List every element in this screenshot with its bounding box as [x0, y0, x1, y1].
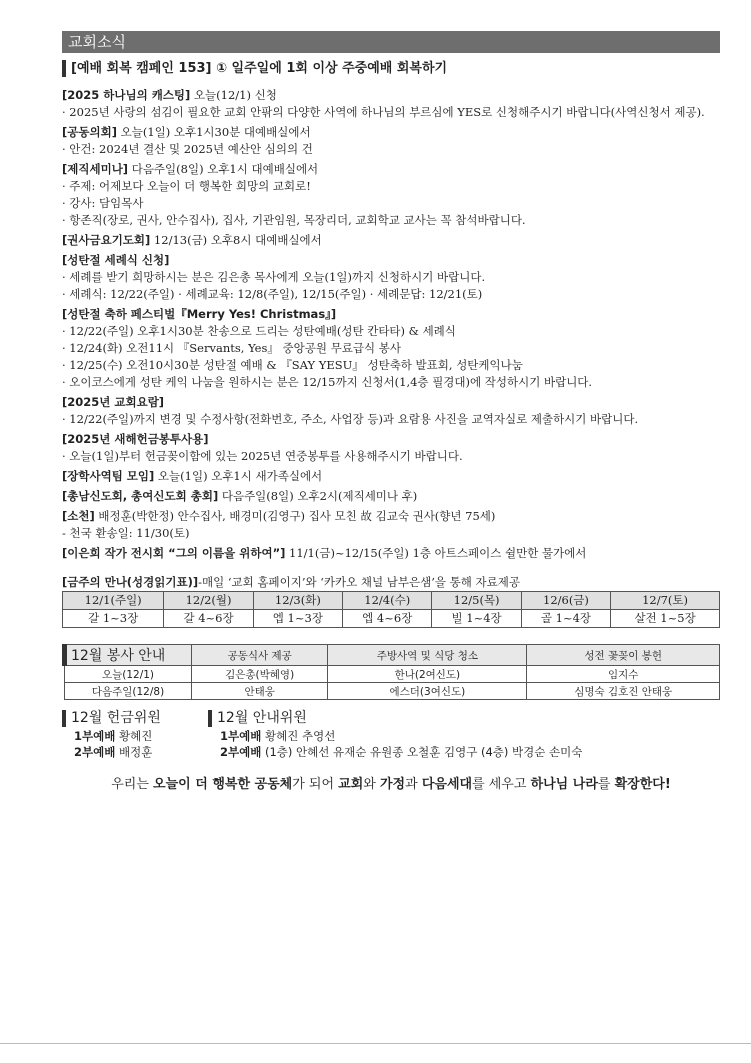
- reading-passage: 갈 1~3장: [63, 610, 164, 628]
- service-cell: 안태웅: [192, 683, 328, 700]
- news-detail-line: · 오이코스에게 성탄 케익 나눔을 원하시는 분은 12/15까지 신청서(1,4층 필경대)에 작성하시기 바랍니다.: [62, 375, 593, 389]
- news-detail-line: - 천국 환송일: 11/30(토): [62, 526, 190, 540]
- service-title: 12월 봉사 안내: [65, 645, 192, 666]
- reading-passage: 엡 1~3장: [253, 610, 342, 628]
- news-item: [62, 468, 720, 485]
- news-text: 12/13(금) 오후8시 대예배실에서: [150, 233, 322, 247]
- service-date: 오늘(12/1): [65, 666, 192, 683]
- news-tag: [성탄절 세례식 신청]: [62, 253, 170, 267]
- news-detail-line: · 12/22(주일)까지 변경 및 수정사항(전화번호, 주소, 사업장 등)과 요람용 사진을 교역자실로 제출하시기 바랍니다.: [62, 412, 639, 426]
- offering-committee: [62, 710, 208, 760]
- news-detail-line: · 12/24(화) 오전11시 『Servants, Yes』 중앙공원 무료급식 봉사: [62, 341, 401, 355]
- reading-passage: 엡 4~6장: [343, 610, 432, 628]
- church-news-page: [62, 31, 720, 792]
- news-item: [62, 508, 720, 542]
- news-tag: [제직세미나]: [62, 162, 129, 176]
- service-date: 다음주일(12/8): [65, 683, 192, 700]
- news-item: [62, 394, 720, 428]
- news-tag: [2025 하나님의 캐스팅]: [62, 88, 191, 102]
- news-text: 11/1(금)~12/15(주일) 1층 아트스페이스 쉴만한 물가에서: [285, 546, 587, 560]
- usher-committee: [208, 710, 582, 760]
- news-item: [62, 545, 720, 562]
- church-motto: 우리는 오늘이 더 행복한 공동체가 되어 교회와 가정과 다음세대를 세우고 하나님 나라를 확장한다!: [111, 777, 671, 792]
- service-header: 성전 꽃꽂이 봉헌: [527, 645, 720, 666]
- bible-reading-section: [62, 574, 720, 628]
- news-tag: [2025년 새해헌금봉투사용]: [62, 432, 209, 446]
- news-item: [62, 431, 720, 465]
- reading-passage: 갈 4~6장: [164, 610, 253, 628]
- reading-day: 12/4(수): [343, 592, 432, 610]
- news-detail-line: · 12/25(수) 오전10시30분 성탄절 예배 & 『SAY YESU』 성탄축하 발표회, 성탄케익나눔: [62, 358, 523, 372]
- news-tag: [소천]: [62, 509, 95, 523]
- news-detail-line: · 안건: 2024년 결산 및 2025년 예산안 심의의 건: [62, 142, 313, 156]
- reading-passage: 빌 1~4장: [432, 610, 521, 628]
- news-detail-line: · 세례를 받기 희망하시는 분은 김은총 목사에게 오늘(1일)까지 신청하시기 바랍니다.: [62, 270, 486, 284]
- news-text: 오늘(1일) 오후1시30분 대예배실에서: [116, 125, 311, 139]
- news-text: 오늘(12/1) 신청: [190, 88, 277, 102]
- service-header: 주방사역 및 식당 청소: [328, 645, 527, 666]
- service-cell: 김은총(박혜영): [192, 666, 328, 683]
- news-tag: [총남신도회, 총여신도회 총회]: [62, 489, 219, 503]
- campaign-heading: [예배 회복 캠페인 153] ① 일주일에 1회 이상 주중예배 회복하기: [62, 60, 720, 77]
- news-text: 다음주일(8일) 오후1시 대예배실에서: [128, 162, 319, 176]
- bible-reading-tag: [금주의 만나(성경읽기표)]: [62, 575, 199, 589]
- news-item: [62, 124, 720, 158]
- reading-day: 12/5(목): [432, 592, 521, 610]
- days-row: [63, 592, 720, 610]
- news-detail-line: · 12/22(주일) 오후1시30분 찬송으로 드리는 성탄예배(성탄 칸타타) & 세례식: [62, 324, 456, 338]
- reading-day: 12/2(월): [164, 592, 253, 610]
- news-detail-line: · 세례식: 12/22(주일) · 세례교육: 12/8(주일), 12/15(주일) · 세례문답: 12/21(토): [62, 287, 483, 301]
- bible-reading-table: [62, 591, 720, 628]
- usher-row: 2부예배 (1층) 안혜선 유재순 유원종 오철훈 김영구 (4층) 박경순 손미숙: [220, 745, 583, 759]
- service-table: [62, 644, 720, 700]
- service-cell: 에스더(3여신도): [328, 683, 527, 700]
- reading-passage: 살전 1~5장: [611, 610, 720, 628]
- service-row: [65, 666, 720, 683]
- news-detail-line: · 오늘(1일)부터 헌금꽂이함에 있는 2025년 연중봉투를 사용해주시기 바랍니다.: [62, 449, 463, 463]
- news-item: [62, 161, 720, 229]
- news-item: [62, 87, 720, 121]
- news-item: [62, 252, 720, 303]
- offering-title: 12월 헌금위원: [62, 710, 208, 727]
- news-item: [62, 306, 720, 391]
- news-tag: [성탄절 축하 페스티벌『Merry Yes! Christmas』]: [62, 307, 337, 321]
- usher-title: 12월 안내위원: [208, 710, 582, 727]
- news-detail-line: · 주제: 어제보다 오늘이 더 행복한 희망의 교회로!: [62, 179, 311, 193]
- news-detail-line: · 강사: 담임목사: [62, 196, 144, 210]
- news-tag: [공동의회]: [62, 125, 117, 139]
- news-detail-line: · 항존직(장로, 권사, 안수집사), 집사, 기관임원, 목장리더, 교회학교 교사는 꼭 참석바랍니다.: [62, 213, 526, 227]
- news-item: [62, 232, 720, 249]
- bible-reading-note: -매일 ‘교회 홈페이지’와 ‘카카오 채널 남부은샘’을 통해 자료제공: [198, 575, 520, 589]
- service-cell: 한나(2여신도): [328, 666, 527, 683]
- section-banner: 교회소식: [62, 31, 720, 53]
- readings-row: [63, 610, 720, 628]
- news-text: 다음주일(8일) 오후2시(제직세미나 후): [218, 489, 418, 503]
- reading-day: 12/1(주일): [63, 592, 164, 610]
- reading-day: 12/7(토): [611, 592, 720, 610]
- news-tag: [권사금요기도회]: [62, 233, 151, 247]
- news-list: [62, 87, 720, 562]
- page-bottom-rule: [0, 1043, 751, 1044]
- service-header: 공동식사 제공: [192, 645, 328, 666]
- offering-row: 2부예배 배정훈: [74, 745, 153, 759]
- reading-day: 12/6(금): [521, 592, 610, 610]
- service-cell: 심명숙 김호진 안태웅: [527, 683, 720, 700]
- news-tag: [장학사역팀 모임]: [62, 469, 155, 483]
- news-text: 오늘(1일) 오후1시 새가족실에서: [154, 469, 323, 483]
- volunteers: [62, 710, 720, 760]
- service-row: [65, 683, 720, 700]
- news-detail-line: · 2025년 사랑의 섬김이 필요한 교회 안팎의 다양한 사역에 하나님의 부르심에 YES로 신청해주시기 바랍니다(사역신청서 제공).: [62, 105, 705, 119]
- usher-row: 1부예배 황혜진 추영선: [220, 729, 336, 743]
- reading-passage: 골 1~4장: [521, 610, 610, 628]
- news-tag: [이은희 작가 전시회 “그의 이름을 위하여”]: [62, 546, 286, 560]
- reading-day: 12/3(화): [253, 592, 342, 610]
- news-item: [62, 488, 720, 505]
- news-tag: [2025년 교회요람]: [62, 395, 165, 409]
- news-text: 배정훈(박한정) 안수집사, 배경미(김영구) 집사 모친 故 김교숙 권사(향년 75세): [94, 509, 496, 523]
- offering-row: 1부예배 황혜진: [74, 729, 153, 743]
- service-cell: 임지수: [527, 666, 720, 683]
